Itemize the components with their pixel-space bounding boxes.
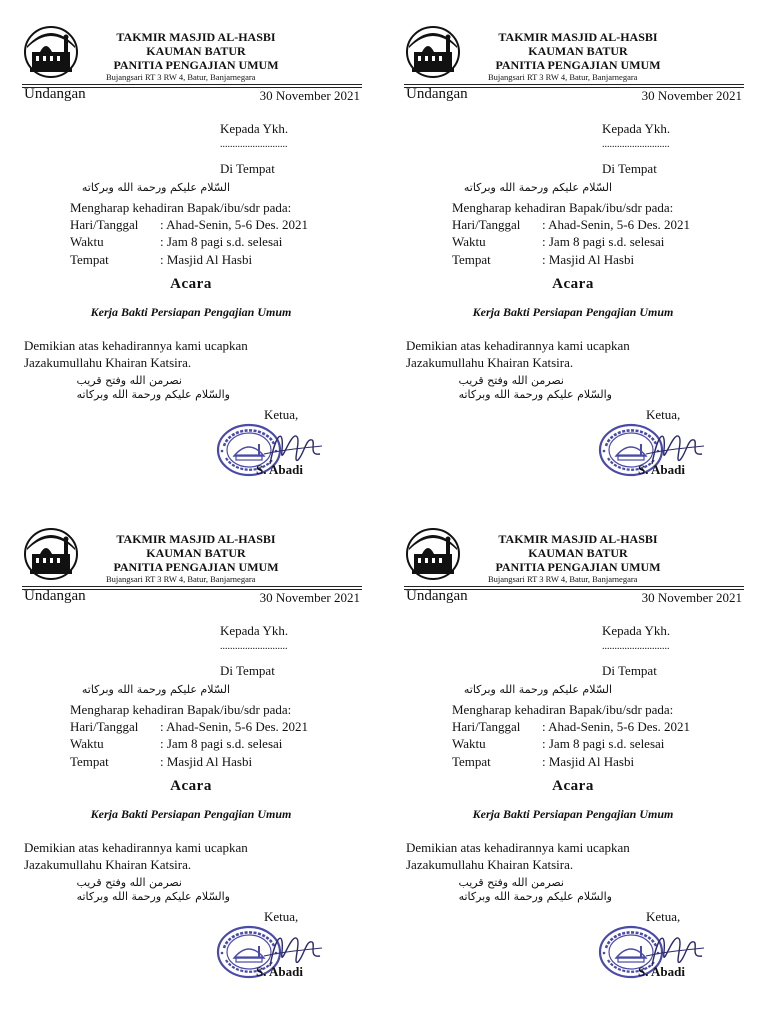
recipient-greeting: Kepada Ykh. xyxy=(220,623,289,638)
org-name xyxy=(84,30,308,72)
closing-line-2: Jazakumullahu Khairan Katsira. xyxy=(24,857,192,872)
signer-role: Ketua, xyxy=(646,407,681,422)
document-date: 30 November 2021 xyxy=(641,590,742,605)
closing-line-2: Jazakumullahu Khairan Katsira. xyxy=(406,857,574,872)
document-title: Undangan xyxy=(24,588,86,604)
salam-opening: السّلام عليكم ورحمة الله وبركاته xyxy=(81,181,230,194)
day-label: Hari/Tanggal xyxy=(70,217,139,232)
place-label: Tempat xyxy=(452,754,491,769)
doa-text: نصرمن الله وفتح قريب xyxy=(76,374,182,387)
acara-title: Kerja Bakti Persiapan Pengajian Umum xyxy=(90,305,292,319)
time-value: : Jam 8 pagi s.d. selesai xyxy=(160,736,283,751)
salam-opening: السّلام عليكم ورحمة الله وبركاته xyxy=(81,683,230,696)
org-address: Bujangsari RT 3 RW 4, Batur, Banjarnegara xyxy=(106,574,256,584)
intro-text: Mengharap kehadiran Bapak/ibu/sdr pada: xyxy=(452,702,674,717)
time-value: : Jam 8 pagi s.d. selesai xyxy=(160,234,283,249)
signer-role: Ketua, xyxy=(264,909,299,924)
org-line-2: KAUMAN BATUR xyxy=(146,44,246,58)
place-value: : Masjid Al Hasbi xyxy=(542,754,635,769)
recipient-greeting: Kepada Ykh. xyxy=(602,121,671,136)
acara-title: Kerja Bakti Persiapan Pengajian Umum xyxy=(472,305,674,319)
org-line-3: PANITIA PENGAJIAN UMUM xyxy=(113,58,279,72)
mosque-logo-icon xyxy=(406,26,460,78)
org-line-3: PANITIA PENGAJIAN UMUM xyxy=(495,560,661,574)
closing-line-2: Jazakumullahu Khairan Katsira. xyxy=(24,355,192,370)
document-title: Undangan xyxy=(406,588,468,604)
closing-line-1: Demikian atas kehadirannya kami ucapkan xyxy=(24,338,248,353)
recipient-placeholder: ........................... xyxy=(220,641,288,652)
doa-text: نصرمن الله وفتح قريب xyxy=(458,876,564,889)
org-line-1: TAKMIR MASJID AL-HASBI xyxy=(498,532,658,546)
place-label: Tempat xyxy=(452,252,491,267)
mosque-logo-icon xyxy=(24,528,78,580)
mosque-logo-icon xyxy=(24,26,78,78)
acara-title: Kerja Bakti Persiapan Pengajian Umum xyxy=(472,807,674,821)
acara-title: Kerja Bakti Persiapan Pengajian Umum xyxy=(90,807,292,821)
acara-heading: Acara xyxy=(170,276,212,292)
place-value: : Masjid Al Hasbi xyxy=(160,252,253,267)
org-address: Bujangsari RT 3 RW 4, Batur, Banjarnegara xyxy=(488,72,638,82)
day-label: Hari/Tanggal xyxy=(452,719,521,734)
recipient-placeholder: ........................... xyxy=(602,641,670,652)
org-name xyxy=(466,30,690,72)
place-value: : Masjid Al Hasbi xyxy=(542,252,635,267)
org-line-3: PANITIA PENGAJIAN UMUM xyxy=(113,560,279,574)
invitation-card-3 xyxy=(0,502,382,1002)
intro-text: Mengharap kehadiran Bapak/ibu/sdr pada: xyxy=(70,200,292,215)
recipient-greeting: Kepada Ykh. xyxy=(220,121,289,136)
org-line-2: KAUMAN BATUR xyxy=(146,546,246,560)
recipient-location: Di Tempat xyxy=(220,161,275,176)
place-label: Tempat xyxy=(70,252,109,267)
invitation-card-2 xyxy=(382,0,764,500)
recipient-location: Di Tempat xyxy=(220,663,275,678)
time-value: : Jam 8 pagi s.d. selesai xyxy=(542,736,665,751)
day-value: : Ahad-Senin, 5-6 Des. 2021 xyxy=(542,217,691,232)
salam-opening: السّلام عليكم ورحمة الله وبركاته xyxy=(463,683,612,696)
salam-opening: السّلام عليكم ورحمة الله وبركاته xyxy=(463,181,612,194)
org-address: Bujangsari RT 3 RW 4, Batur, Banjarnegara xyxy=(488,574,638,584)
org-address: Bujangsari RT 3 RW 4, Batur, Banjarnegara xyxy=(106,72,256,82)
signer-name: S. Abadi xyxy=(256,964,303,979)
document-date: 30 November 2021 xyxy=(641,88,742,103)
time-value: : Jam 8 pagi s.d. selesai xyxy=(542,234,665,249)
document-title: Undangan xyxy=(406,86,468,102)
header-rule xyxy=(404,84,744,85)
org-line-1: TAKMIR MASJID AL-HASBI xyxy=(116,30,276,44)
salam-closing: والسّلام عليكم ورحمة الله وبركاته xyxy=(458,388,612,401)
recipient-placeholder: ........................... xyxy=(220,139,288,150)
time-label: Waktu xyxy=(70,234,104,249)
mosque-logo-icon xyxy=(406,528,460,580)
salam-closing: والسّلام عليكم ورحمة الله وبركاته xyxy=(76,890,230,903)
salam-closing: والسّلام عليكم ورحمة الله وبركاته xyxy=(458,890,612,903)
recipient-location: Di Tempat xyxy=(602,663,657,678)
closing-line-1: Demikian atas kehadirannya kami ucapkan xyxy=(24,840,248,855)
invitation-card-4 xyxy=(382,502,764,1002)
org-line-1: TAKMIR MASJID AL-HASBI xyxy=(116,532,276,546)
doa-text: نصرمن الله وفتح قريب xyxy=(458,374,564,387)
recipient-location: Di Tempat xyxy=(602,161,657,176)
day-label: Hari/Tanggal xyxy=(452,217,521,232)
day-value: : Ahad-Senin, 5-6 Des. 2021 xyxy=(160,217,309,232)
signer-role: Ketua, xyxy=(264,407,299,422)
acara-heading: Acara xyxy=(552,778,594,794)
signer-name: S. Abadi xyxy=(638,462,685,477)
doa-text: نصرمن الله وفتح قريب xyxy=(76,876,182,889)
place-label: Tempat xyxy=(70,754,109,769)
salam-closing: والسّلام عليكم ورحمة الله وبركاته xyxy=(76,388,230,401)
org-line-2: KAUMAN BATUR xyxy=(528,44,628,58)
acara-heading: Acara xyxy=(170,778,212,794)
closing-line-1: Demikian atas kehadirannya kami ucapkan xyxy=(406,840,630,855)
header-rule xyxy=(404,586,744,587)
day-value: : Ahad-Senin, 5-6 Des. 2021 xyxy=(542,719,691,734)
org-line-1: TAKMIR MASJID AL-HASBI xyxy=(498,30,658,44)
signer-name: S. Abadi xyxy=(256,462,303,477)
closing-line-2: Jazakumullahu Khairan Katsira. xyxy=(406,355,574,370)
closing-line-1: Demikian atas kehadirannya kami ucapkan xyxy=(406,338,630,353)
recipient-placeholder: ........................... xyxy=(602,139,670,150)
day-label: Hari/Tanggal xyxy=(70,719,139,734)
document-date: 30 November 2021 xyxy=(259,590,360,605)
intro-text: Mengharap kehadiran Bapak/ibu/sdr pada: xyxy=(452,200,674,215)
intro-text: Mengharap kehadiran Bapak/ibu/sdr pada: xyxy=(70,702,292,717)
signer-role: Ketua, xyxy=(646,909,681,924)
invitation-card-1 xyxy=(0,0,382,500)
org-line-2: KAUMAN BATUR xyxy=(528,546,628,560)
org-name xyxy=(466,532,690,574)
recipient-greeting: Kepada Ykh. xyxy=(602,623,671,638)
document-date: 30 November 2021 xyxy=(259,88,360,103)
header-rule xyxy=(22,586,362,587)
time-label: Waktu xyxy=(452,736,486,751)
org-line-3: PANITIA PENGAJIAN UMUM xyxy=(495,58,661,72)
time-label: Waktu xyxy=(70,736,104,751)
document-title: Undangan xyxy=(24,86,86,102)
org-name xyxy=(84,532,308,574)
acara-heading: Acara xyxy=(552,276,594,292)
day-value: : Ahad-Senin, 5-6 Des. 2021 xyxy=(160,719,309,734)
time-label: Waktu xyxy=(452,234,486,249)
signer-name: S. Abadi xyxy=(638,964,685,979)
header-rule xyxy=(22,84,362,85)
place-value: : Masjid Al Hasbi xyxy=(160,754,253,769)
